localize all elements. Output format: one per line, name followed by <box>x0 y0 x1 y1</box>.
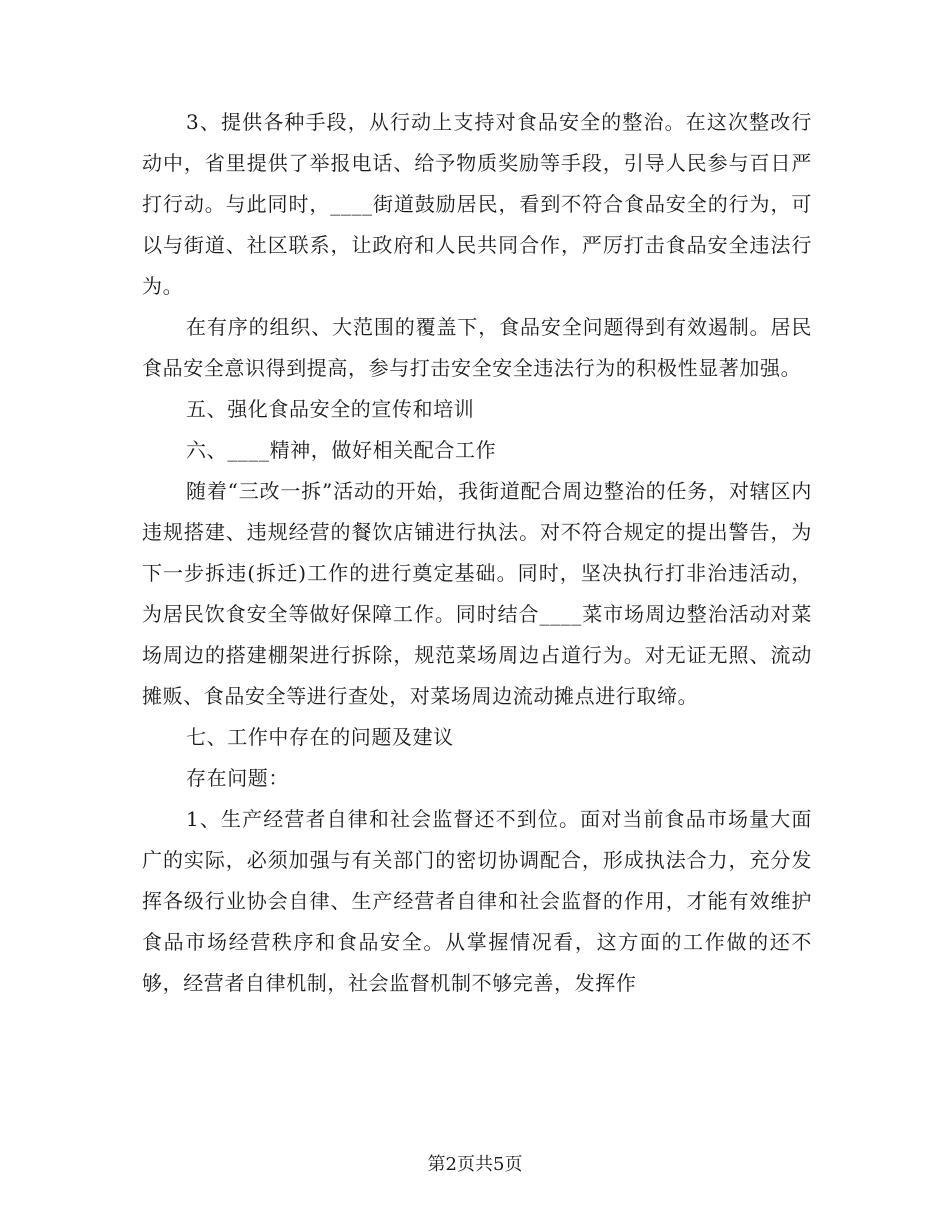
paragraph-problem-1: 1、生产经营者自律和社会监督还不到位。面对当前食品市场量大面广的实际，必须加强与有关部门的密切协调配合，形成执法合力，充分发挥各级行业协会自律、生产经营者自律和社会监督的作用，才能有效维护食品市场经营秩序和食品安全。从掌握情况看，这方面的工作做的还不够，经营者自律机制，社会监督机制不够完善，发挥作 <box>142 807 812 995</box>
subheading-existing-problems: 存在问题： <box>186 766 289 790</box>
heading-section-5: 五、强化食品安全的宣传和培训 <box>186 397 475 421</box>
paragraph-results: 在有序的组织、大范围的覆盖下，食品安全问题得到有效遏制。居民食品安全意识得到提高，参与打击安全安全违法行为的积极性显著加强。 <box>142 315 812 380</box>
heading-section-6: 六、____精神，做好相关配合工作 <box>186 438 497 462</box>
paragraph-three-reforms: 随着“三改一拆”活动的开始，我街道配合周边整治的任务，对辖区内违规搭建、违规经营的餐饮店铺进行执法。对不符合规定的提出警告，为下一步拆违(拆迁)工作的进行奠定基础。同时，坚决执行打非治违活动，为居民饮食安全等做好保障工作。同时结合____菜市场周边整治活动对菜场周边的搭建棚架进行拆除，规范菜场周边占道行为。对无证无照、流动摊贩、食品安全等进行查处，对菜场周边流动摊点进行取缔。 <box>142 479 812 708</box>
heading-section-7: 七、工作中存在的问题及建议 <box>186 725 454 749</box>
page-number: 第2页共5页 <box>427 1154 523 1175</box>
paragraph-measures-3: 3、提供各种手段，从行动上支持对食品安全的整治。在这次整改行动中，省里提供了举报电话、给予物质奖励等手段，引导人民参与百日严打行动。与此同时，____街道鼓励居民，看到不符合食品安全的行为，可以与街道、社区联系，让政府和人民共同合作，严厉打击食品安全违法行为。 <box>142 110 812 298</box>
document-body <box>142 102 812 1004</box>
